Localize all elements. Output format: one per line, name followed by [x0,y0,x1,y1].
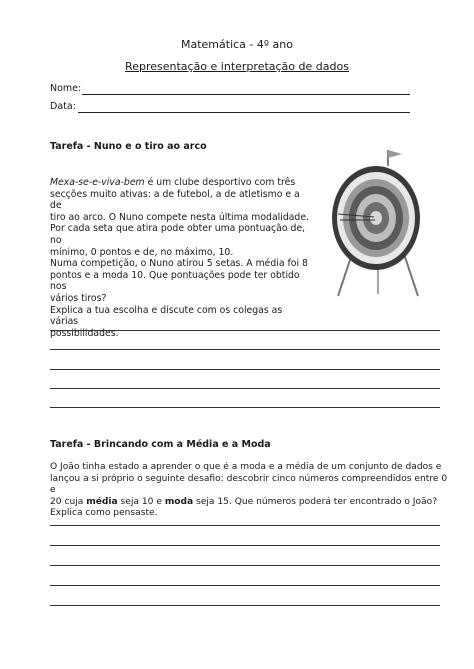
answer-line[interactable] [50,545,440,546]
date-label: Data: [50,101,76,112]
name-label: Nome: [50,83,82,94]
page-subtitle: Representação e interpretação de dados [125,60,349,73]
answer-line[interactable] [50,407,440,408]
name-field[interactable] [82,94,410,95]
answer-line[interactable] [50,605,440,606]
club-name: Mexa-se-e-viva-bem [50,177,145,188]
task1-text: Mexa-se-e-viva-bem é um clube desportivo com três secções muito ativas: a de futebol, a de atletismo e a de tiro ao arco. O Nuno compete nesta última modalidade. Por cada seta que atira pode obter uma pontuação de, no mínimo, 0 pontos e de, no máximo, 10. Numa competição, o Nuno atirou 5 setas. A média foi 8 pontos e a moda 10. Que pontuações pode ter obtido nos vários tiros? Explica a tua escolha e discute com os colegas as várias possibilidades. [50,177,309,339]
archery-target-icon [318,146,436,298]
answer-line[interactable] [50,525,440,526]
answer-line[interactable] [50,369,440,370]
answer-line[interactable] [50,585,440,586]
answer-line[interactable] [50,349,440,350]
task1-heading: Tarefa - Nuno e o tiro ao arco [50,141,207,152]
answer-line[interactable] [50,565,440,566]
date-field[interactable] [78,112,410,113]
answer-line[interactable] [50,330,440,331]
task2-heading: Tarefa - Brincando com a Média e a Moda [50,439,271,450]
task2-text: O João tinha estado a aprender o que é a moda e a média de um conjunto de dados e lançou a si próprio o seguinte desafio: descobrir cinco números compreendidos entre 0 e 20 cuja média seja 10 e moda seja 15. Que números poderá ter encontrado o João? Explica como pensaste. [50,462,448,519]
page-title: Matemática - 4º ano [180,38,293,51]
answer-line[interactable] [50,388,440,389]
